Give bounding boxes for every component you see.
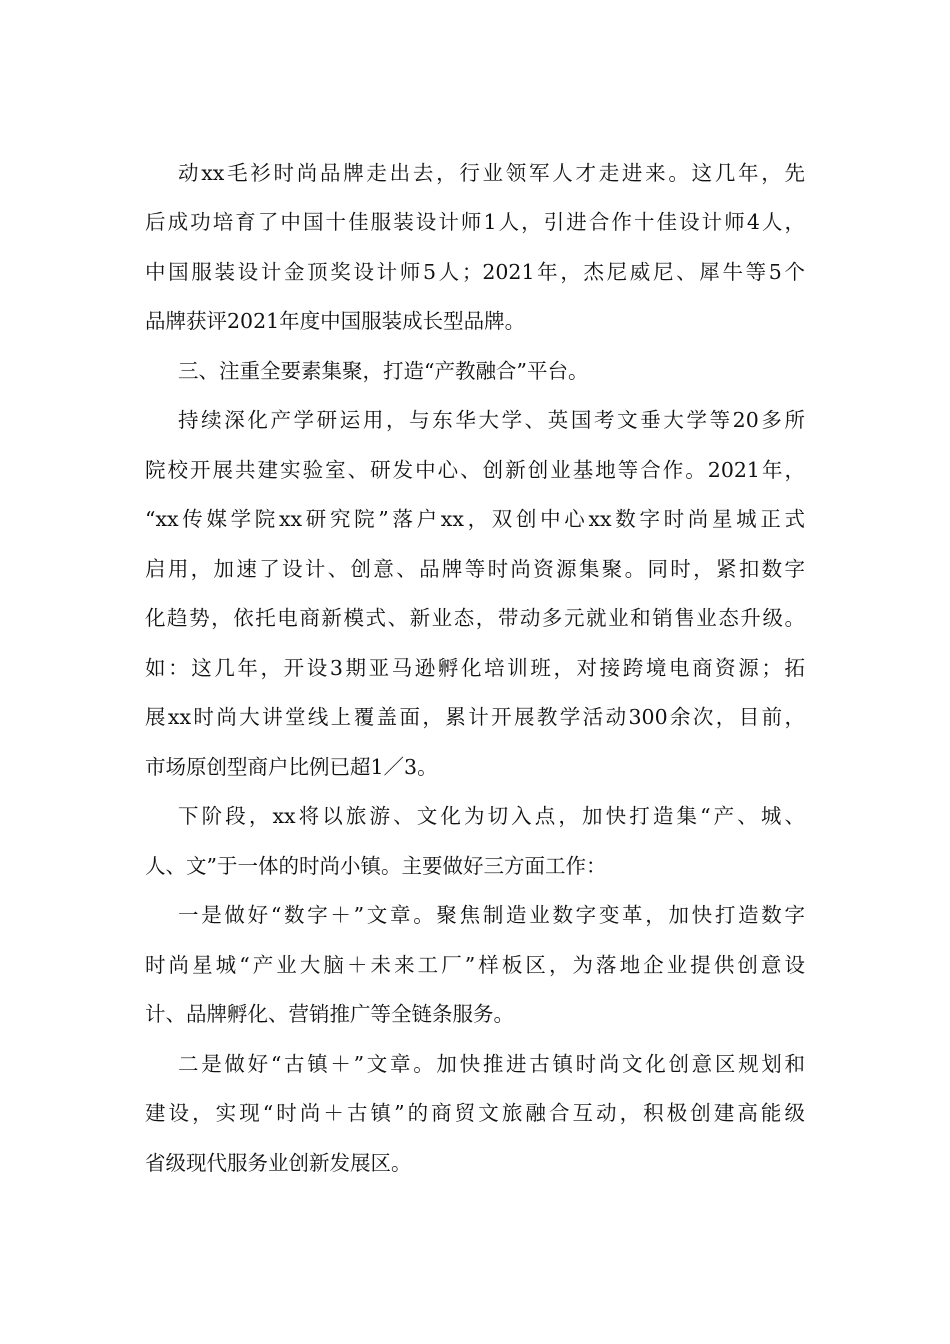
paragraph-line-3: 中国服装设计金顶奖设计师5人；2021年，杰尼威尼、犀牛等5个	[145, 259, 805, 284]
paragraph-line-11: 如：这几年，开设3期亚马逊孵化培训班，对接跨境电商资源；拓	[145, 655, 805, 680]
paragraph-line-7: 院校开展共建实验室、研发中心、创新创业基地等合作。2021年，	[145, 457, 805, 482]
paragraph-line-17: 时尚星城“产业大脑＋未来工厂”样板区，为落地企业提供创意设	[145, 952, 805, 977]
section-heading-3: 三、注重全要素集聚，打造“产教融合”平台。	[178, 358, 589, 383]
paragraph-line-2: 后成功培育了中国十佳服装设计师1人，引进合作十佳设计师4人，	[145, 209, 805, 234]
paragraph-line-15: 人、文”于一体的时尚小镇。主要做好三方面工作：	[145, 853, 607, 878]
paragraph-line-21: 省级现代服务业创新发展区。	[145, 1150, 412, 1175]
paragraph-line-20: 建设，实现“时尚＋古镇”的商贸文旅融合互动，积极创建高能级	[145, 1100, 805, 1125]
paragraph-line-6: 持续深化产学研运用，与东华大学、英国考文垂大学等20多所	[178, 407, 805, 432]
paragraph-line-10: 化趋势，依托电商新模式、新业态，带动多元就业和销售业态升级。	[145, 605, 805, 630]
paragraph-line-14: 下阶段，xx将以旅游、文化为切入点，加快打造集“产、城、	[178, 803, 805, 828]
paragraph-line-16: 一是做好“数字＋”文章。聚焦制造业数字变革，加快打造数字	[178, 902, 805, 927]
paragraph-line-8: “xx传媒学院xx研究院”落户xx，双创中心xx数字时尚星城正式	[145, 506, 805, 531]
paragraph-line-4: 品牌获评2021年度中国服装成长型品牌。	[145, 308, 526, 333]
paragraph-line-19: 二是做好“古镇＋”文章。加快推进古镇时尚文化创意区规划和	[178, 1051, 805, 1076]
paragraph-line-9: 启用，加速了设计、创意、品牌等时尚资源集聚。同时，紧扣数字	[145, 556, 805, 581]
paragraph-line-1: 动xx毛衫时尚品牌走出去，行业领军人才走进来。这几年，先	[178, 160, 805, 185]
paragraph-line-12: 展xx时尚大讲堂线上覆盖面，累计开展教学活动300余次，目前，	[145, 704, 805, 729]
paragraph-line-13: 市场原创型商户比例已超1／3。	[145, 754, 438, 779]
paragraph-line-18: 计、品牌孵化、营销推广等全链条服务。	[145, 1001, 514, 1026]
